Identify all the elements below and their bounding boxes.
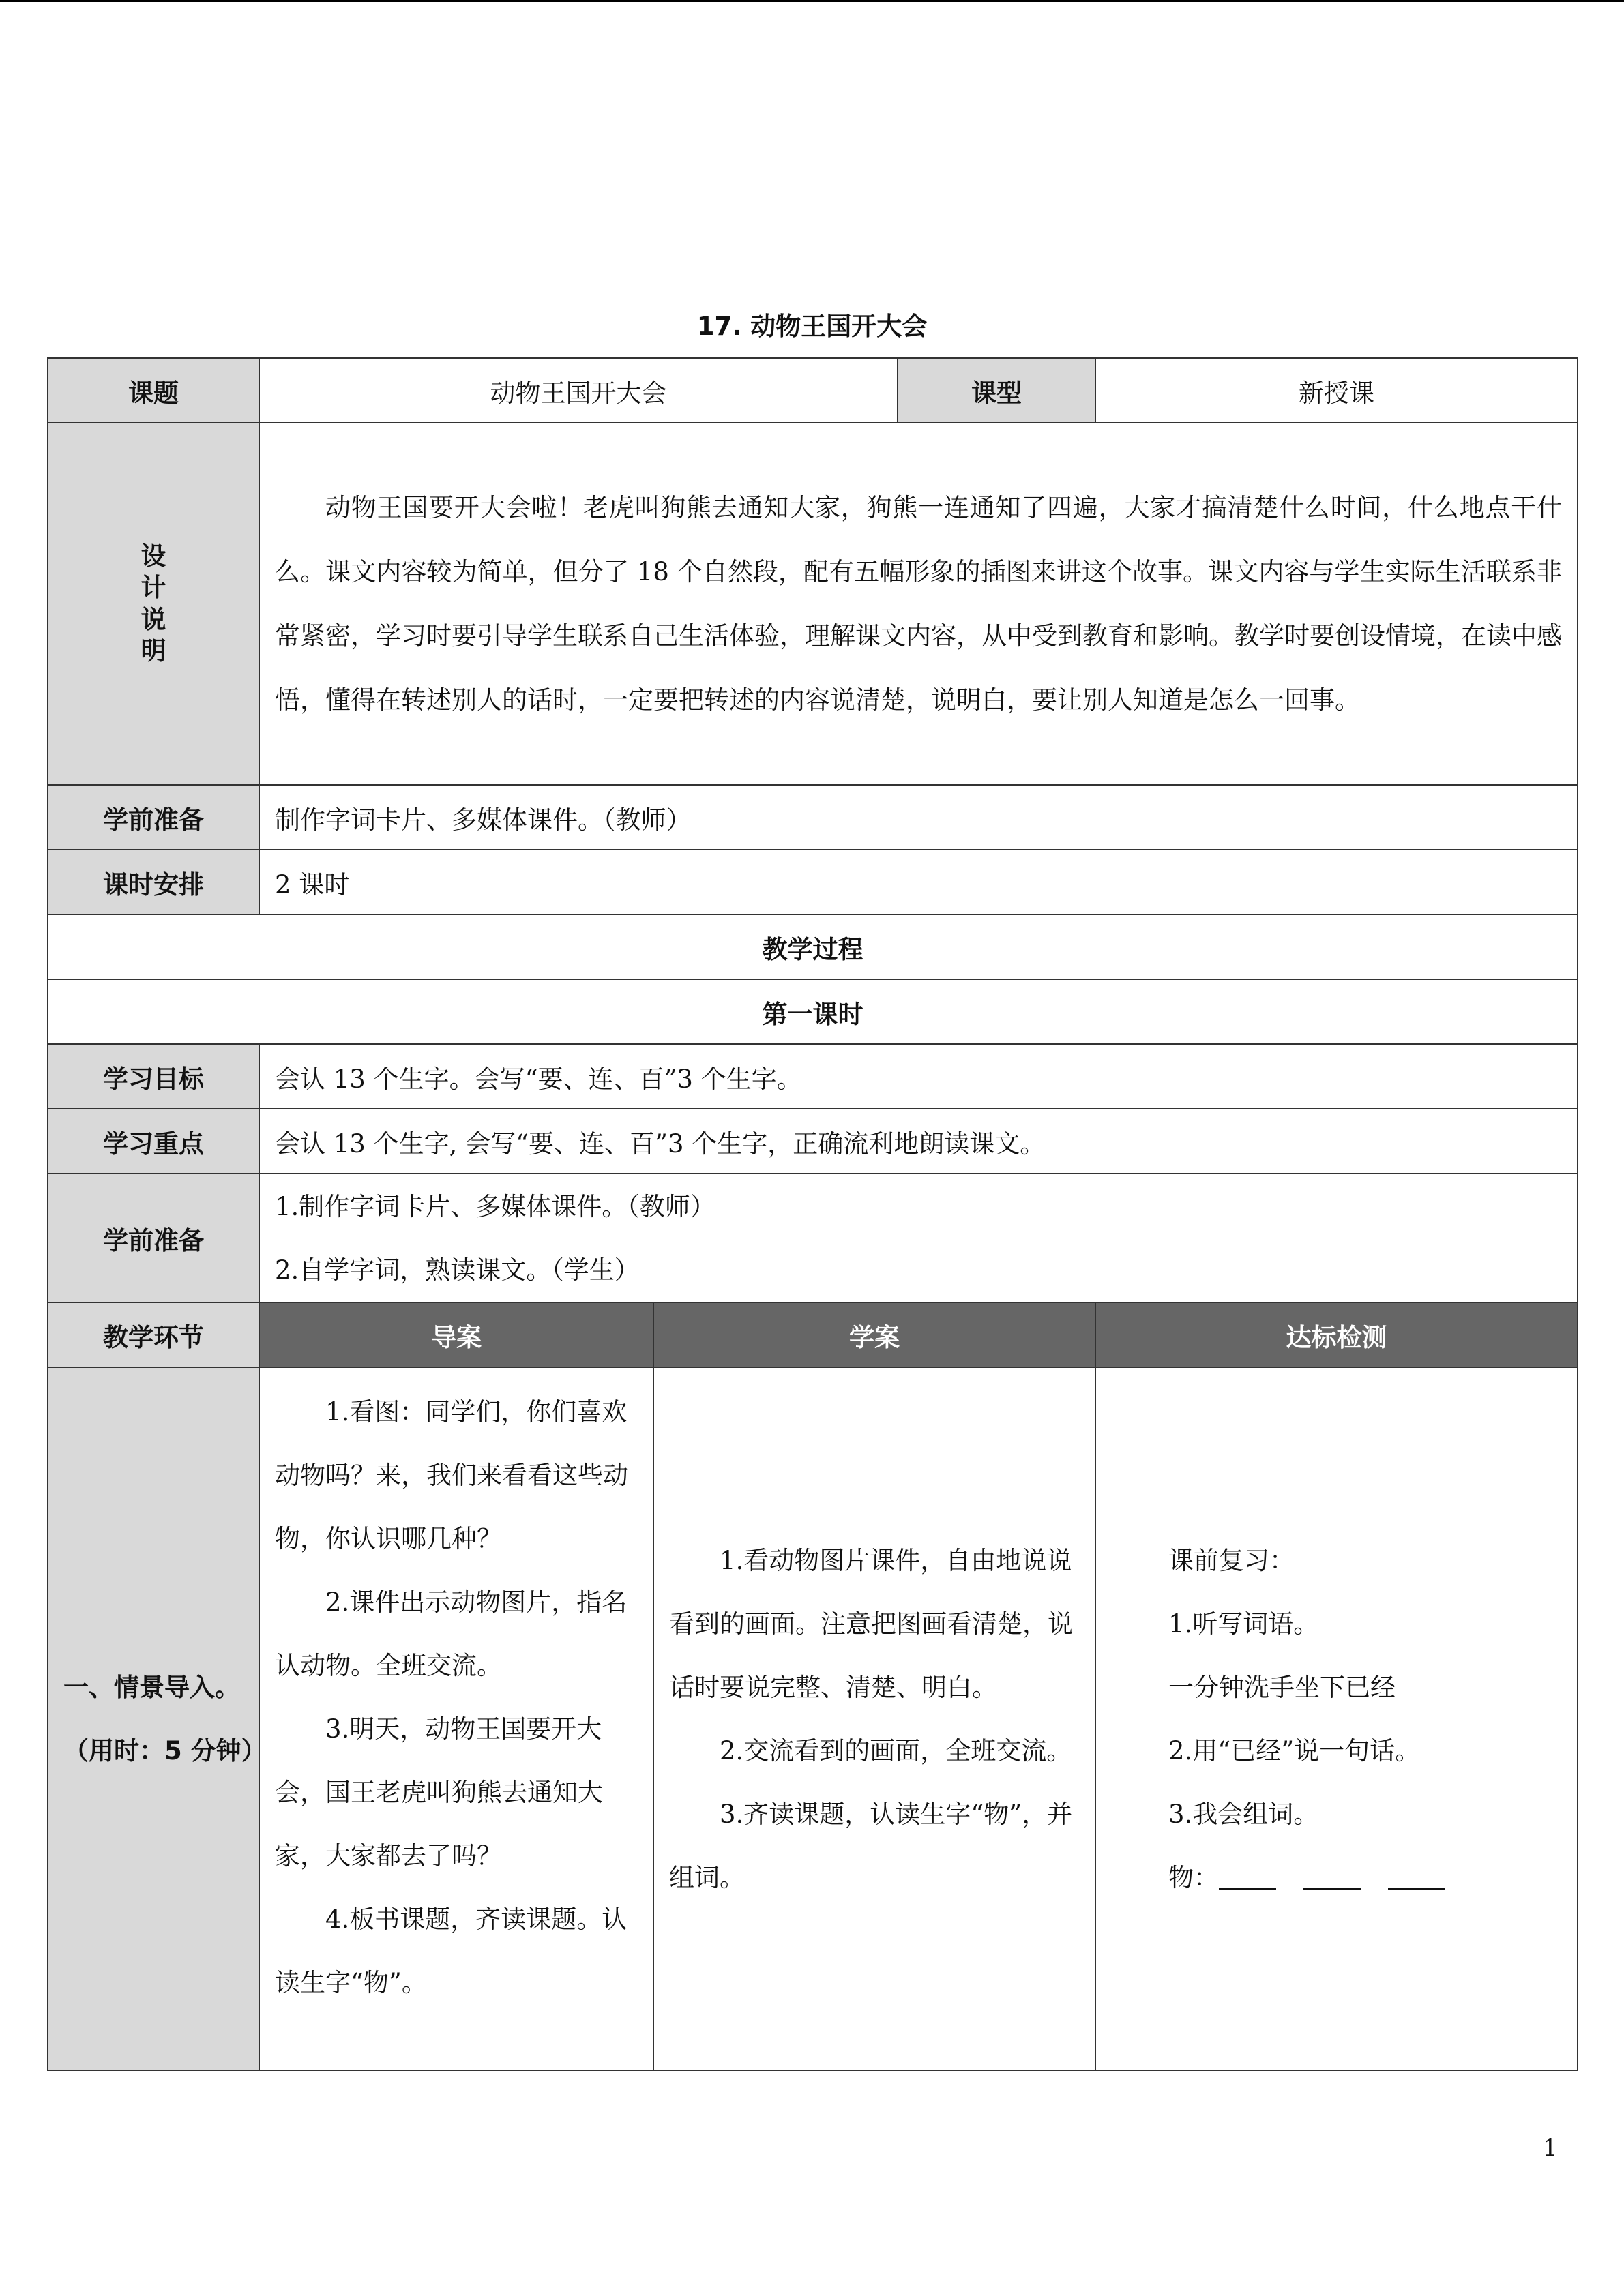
goal-label: 学习目标: [48, 1044, 259, 1109]
focus-label: 学习重点: [48, 1109, 259, 1174]
check-line-6-text: 物：: [1168, 1862, 1219, 1892]
fill-blank-2: [1303, 1863, 1361, 1890]
guide-step-1: 1.看图：同学们，你们喜欢动物吗？来，我们来看看这些动物，你认识哪几种？: [275, 1397, 628, 1553]
focus-row: [48, 1109, 1578, 1174]
schedule-label: 课时安排: [48, 850, 259, 914]
section1-stage-cell: [48, 1367, 267, 2070]
section1-study-cell: [653, 1367, 1095, 2070]
check-line-6: [1168, 1846, 1562, 1909]
page-number: 1: [1543, 2134, 1558, 2162]
section1-study: [654, 1517, 1095, 1922]
prep2-value-cell: [259, 1174, 1578, 1302]
section1-guide: [260, 1368, 653, 2027]
top-border-line: [0, 0, 1624, 2]
type-label: 课型: [898, 358, 1095, 423]
study-step-1: 1.看动物图片课件，自由地说说看到的画面。注意把图画看清楚，说话时要说完整、清楚、明白。: [669, 1545, 1073, 1702]
lesson-plan-table: [47, 357, 1578, 2071]
columns-header-row: [48, 1302, 1578, 1367]
fill-blank-3: [1388, 1863, 1445, 1890]
design-row: [48, 423, 1578, 785]
document-title: 17. 动物王国开大会: [696, 312, 928, 341]
type-value: 新授课: [1095, 358, 1578, 423]
prep2-row: [48, 1174, 1578, 1302]
section1-stage: 一、情景导入。（用时：5 分钟）: [63, 1672, 267, 1765]
study-step-2: 2.交流看到的画面，全班交流。: [720, 1735, 1072, 1765]
design-text: 动物王国要开大会啦！老虎叫狗熊去通知大家，狗熊一连通知了四遍，大家才搞清楚什么时间，什么地点干什么。课文内容较为简单，但分了 18 个自然段，配有五幅形象的插图来讲这个故事。课文内容与学生实际生活联系非常紧密，学习时要引导学生联系自己生活体验，理解课文内容，从中受到教育和影响。教学时要创设情境，在读中感悟，懂得在转述别人的话时，一定要把转述的内容说清楚，说明白，要让别人知道是怎么一回事。: [275, 492, 1562, 715]
process-title-row: [48, 914, 1578, 979]
section1-row: [48, 1367, 1578, 2070]
prep2-label: 学前准备: [48, 1174, 259, 1302]
focus-value: 会认 13 个生字, 会写“要、连、百”3 个生字，正确流利地朗读课文。: [259, 1109, 1578, 1174]
check-line-5: 3.我会组词。: [1168, 1799, 1319, 1829]
prep1-value: 制作字词卡片、多媒体课件。（教师）: [259, 785, 1578, 850]
section1-check-cell: [1095, 1367, 1578, 2070]
design-label: 设计说明: [141, 541, 166, 666]
check-line-4: 2.用“已经”说一句话。: [1168, 1735, 1421, 1765]
lesson1-title: 第一课时: [48, 979, 1578, 1044]
check-line-1: 课前复习：: [1168, 1545, 1295, 1575]
goal-row: [48, 1044, 1578, 1109]
prep2-line1: 1.制作字词卡片、多媒体课件。（教师）: [275, 1191, 715, 1221]
column-check-header: 达标检测: [1095, 1302, 1578, 1367]
check-line-3: 一分钟洗手坐下已经: [1168, 1672, 1396, 1702]
check-line-2: 1.听写词语。: [1168, 1609, 1319, 1639]
header-row: [48, 358, 1578, 423]
fill-blank-1: [1219, 1863, 1276, 1890]
design-text-cell: [259, 423, 1578, 785]
goal-value: 会认 13 个生字。会写“要、连、百”3 个生字。: [259, 1044, 1578, 1109]
section1-check: [1096, 1517, 1577, 1922]
topic-label: 课题: [48, 358, 259, 423]
column-stage-header: 教学环节: [48, 1302, 259, 1367]
guide-step-3: 3.明天，动物王国要开大会，国王老虎叫狗熊去通知大家，大家都去了吗？: [275, 1714, 603, 1870]
topic-value: 动物王国开大会: [259, 358, 898, 423]
guide-step-2: 2.课件出示动物图片，指名认动物。全班交流。: [275, 1587, 628, 1680]
column-guide-header: 导案: [259, 1302, 653, 1367]
study-step-3: 3.齐读课题，认读生字“物”，并组词。: [669, 1799, 1073, 1892]
guide-step-4: 4.板书课题，齐读课题。认读生字“物”。: [275, 1905, 628, 1997]
prep2-line2: 2.自学字词，熟读课文。（学生）: [275, 1255, 640, 1285]
schedule-row: [48, 850, 1578, 914]
prep1-row: [48, 785, 1578, 850]
column-study-header: 学案: [653, 1302, 1095, 1367]
section1-guide-cell: [259, 1367, 653, 2070]
prep1-label: 学前准备: [48, 785, 259, 850]
design-label-cell: [48, 423, 259, 785]
schedule-value: 2 课时: [259, 850, 1578, 914]
lesson1-title-row: [48, 979, 1578, 1044]
process-title: 教学过程: [48, 914, 1578, 979]
